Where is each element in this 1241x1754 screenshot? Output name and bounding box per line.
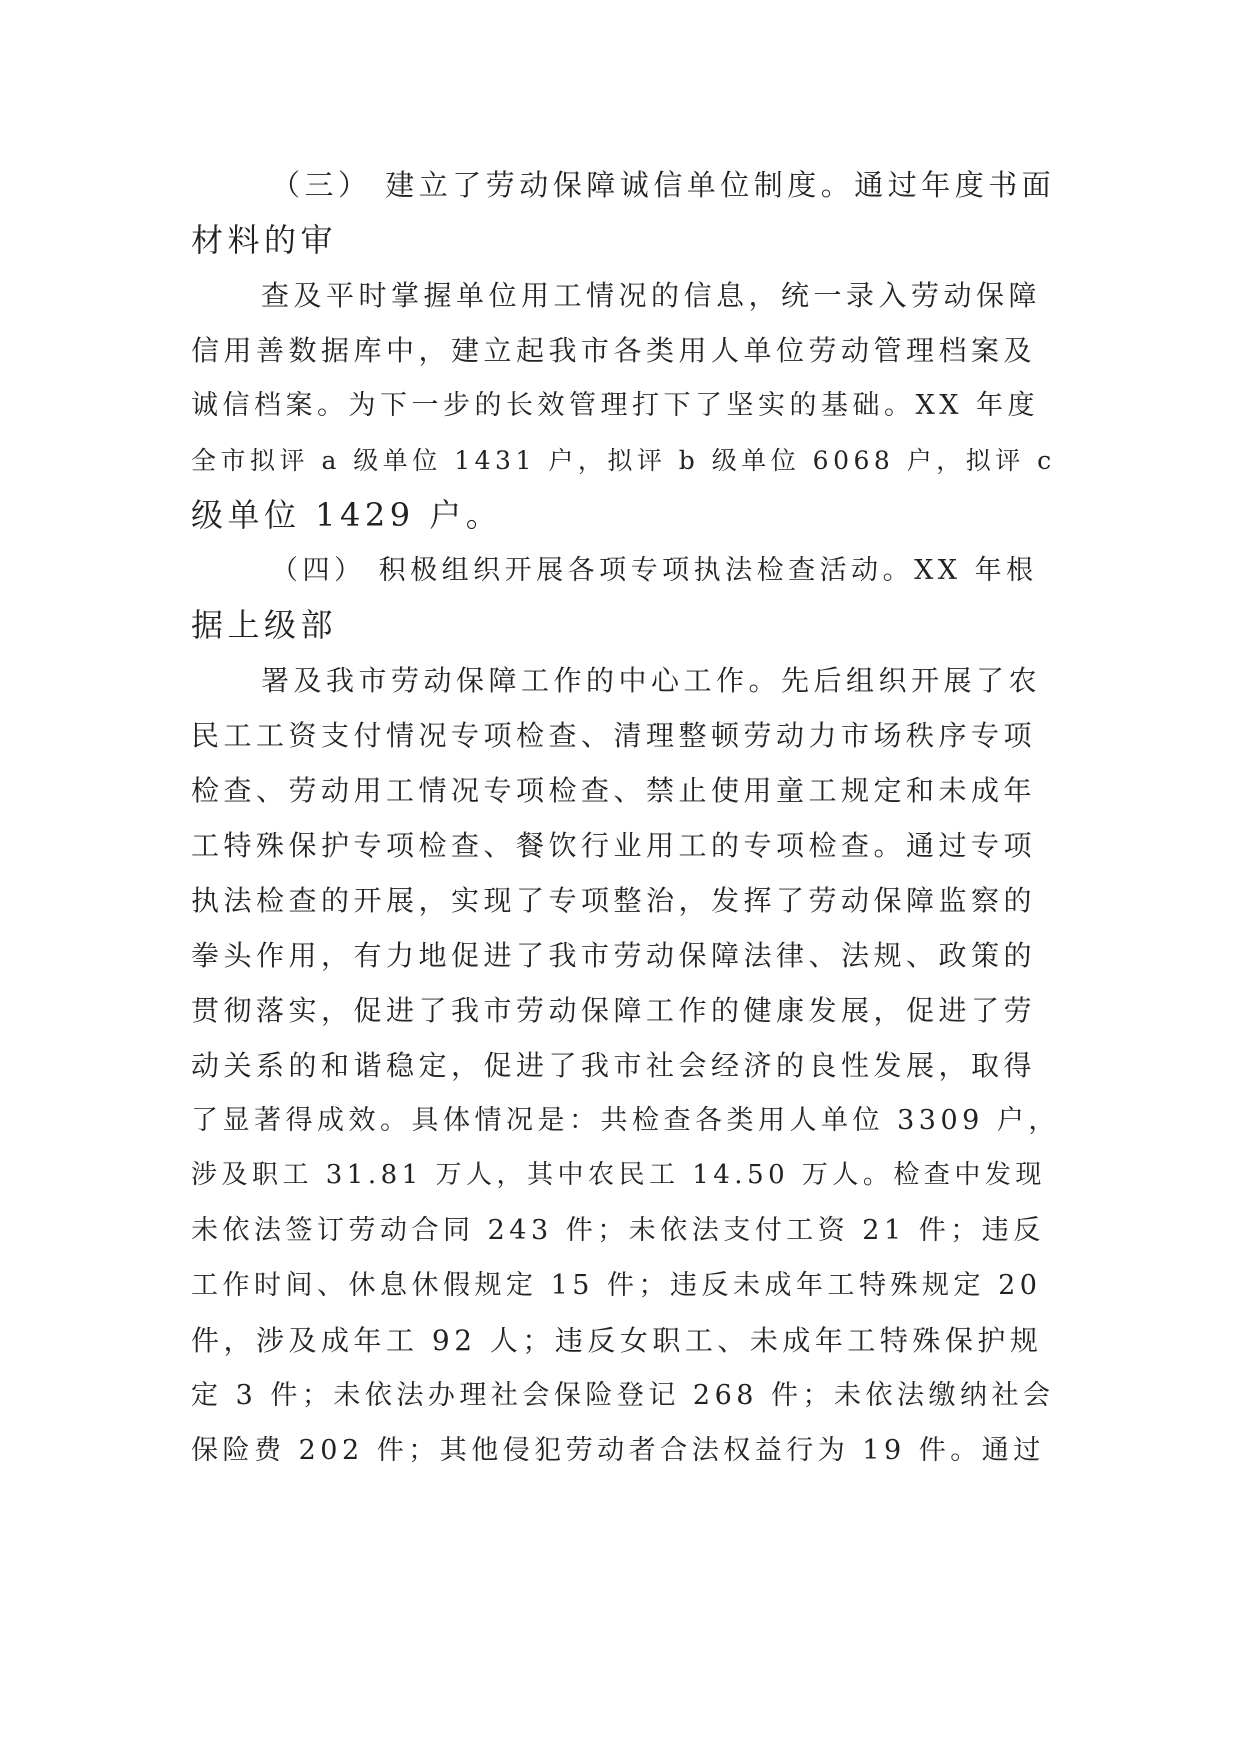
text-line: 工作时间、休息休假规定 15 件；违反未成年工特殊规定 20 — [191, 1270, 1042, 1301]
text-line: 执法检查的开展，实现了专项整治，发挥了劳动保障监察的 — [191, 884, 1037, 917]
text-line: 检查、劳动用工情况专项检查、禁止使用童工规定和未成年 — [191, 774, 1037, 807]
text-line: 未依法签订劳动合同 243 件；未依法支付工资 21 件；违反 — [191, 1215, 1045, 1246]
text-line: （三） 建立了劳动保障诚信单位制度。通过年度书面 — [271, 168, 1056, 202]
text-line: 拳头作用，有力地促进了我市劳动保障法律、法规、政策的 — [191, 939, 1037, 972]
body-text — [191, 158, 1061, 1478]
text-line: 工特殊保护专项检查、餐饮行业用工的专项检查。通过专项 — [191, 829, 1037, 862]
text-line: 民工工资支付情况专项检查、清理整顿劳动力市场秩序专项 — [191, 719, 1037, 752]
text-line: 全市拟评 a 级单位 1431 户，拟评 b 级单位 6068 户，拟评 c — [191, 446, 1056, 475]
text-line: 定 3 件；未依法办理社会保险登记 268 件；未依法缴纳社会 — [191, 1380, 1055, 1411]
text-line: 诚信档案。为下一步的长效管理打下了坚实的基础。XX 年度 — [191, 390, 1040, 421]
text-line: 件，涉及成年工 92 人；违反女职工、未成年工特殊保护规 — [191, 1324, 1043, 1357]
text-line: 级单位 1429 户。 — [191, 496, 503, 534]
text-line: 贯彻落实，促进了我市劳动保障工作的健康发展，促进了劳 — [191, 994, 1037, 1027]
text-line: 据上级部 — [191, 606, 338, 644]
text-line: 署及我市劳动保障工作的中心工作。先后组织开展了农 — [261, 664, 1042, 697]
text-line: 了显著得成效。具体情况是：共检查各类用人单位 3309 户， — [191, 1105, 1060, 1136]
text-line: 查及平时掌握单位用工情况的信息，统一录入劳动保障 — [261, 279, 1042, 312]
text-line: 动关系的和谐稳定，促进了我市社会经济的良性发展，取得 — [191, 1049, 1037, 1082]
text-line: 保险费 202 件；其他侵犯劳动者合法权益行为 19 件。通过 — [191, 1435, 1045, 1466]
text-line: 涉及职工 31.81 万人，其中农民工 14.50 万人。检查中发现 — [191, 1160, 1046, 1190]
text-line: （四） 积极组织开展各项专项执法检查活动。XX 年根 — [271, 555, 1038, 586]
text-line: 材料的审 — [191, 221, 338, 259]
text-line: 信用善数据库中，建立起我市各类用人单位劳动管理档案及 — [191, 334, 1037, 367]
